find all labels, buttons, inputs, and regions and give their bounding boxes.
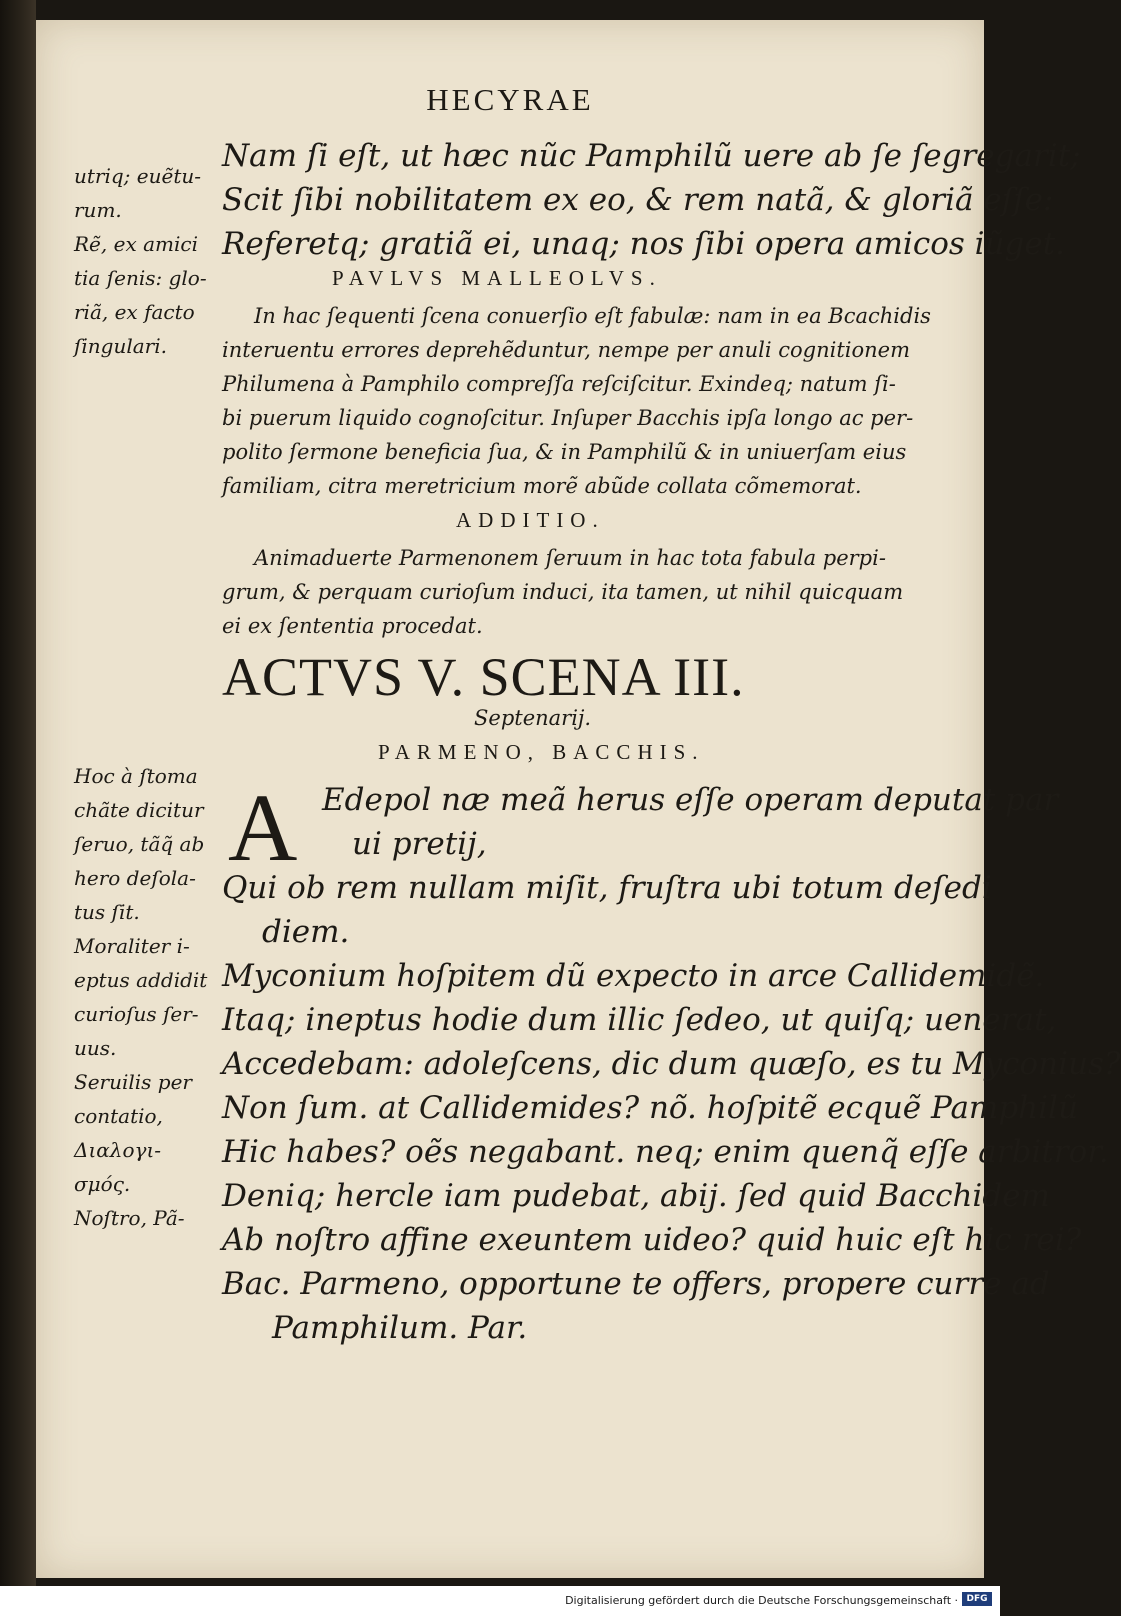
- section-heading-additio: ADDITIO.: [456, 508, 605, 532]
- verse-line: ui pretij,: [352, 826, 487, 862]
- verse-line: Ab noſtro affine exeuntem uideo? quid huic eſt hic rei?: [222, 1222, 1082, 1258]
- margin-note-line: rum.: [74, 198, 122, 222]
- margin-note-line: curioſus ſer-: [74, 1002, 199, 1026]
- margin-note-line: Διαλογι-: [74, 1138, 162, 1162]
- commentary-line: grum, & perquam curioſum induci, ita tamen, ut nihil quicquam: [222, 580, 904, 604]
- margin-note-line: Hoc à ſtoma: [74, 764, 198, 788]
- scene-title: ACTVS V. SCENA III.: [222, 647, 745, 707]
- verse-line: Accedebam: adoleſcens, dic dum quæſo, es tu Myconius?: [222, 1046, 1121, 1082]
- commentary-line: familiam, citra meretricium morẽ abũde collata cõmemorat.: [222, 474, 862, 498]
- section-heading-malleolus: PAVLVS MALLEOLVS.: [332, 266, 662, 290]
- margin-note-line: contatio,: [74, 1104, 163, 1128]
- verse-line: Deniq; hercle iam pudebat, abij. ſed quid Bacchidem: [222, 1178, 1050, 1214]
- commentary-line: ei ex ſententia procedat.: [222, 614, 483, 638]
- verse-line: Non ſum. at Callidemides? nõ. hoſpitẽ ecquẽ Pamphilũ: [222, 1090, 1078, 1126]
- footer-credit: Digitalisierung gefördert durch die Deutsche Forschungsgemeinschaft ·: [565, 1594, 958, 1607]
- commentary-line: Animaduerte Parmenonem ſeruum in hac tota fabula perpi-: [254, 546, 886, 570]
- drop-capital: A: [228, 774, 298, 881]
- margin-note-line: Seruilis per: [74, 1070, 192, 1094]
- margin-note-line: utriq; euẽtu-: [74, 164, 202, 188]
- margin-note-line: ſingulari.: [74, 334, 167, 358]
- verse-line: Edepol næ meã herus eſſe operam deputat par: [322, 782, 1059, 818]
- margin-note-line: Rẽ, ex amici: [74, 232, 198, 256]
- margin-note-line: chãte dicitur: [74, 798, 204, 822]
- book-page: [36, 20, 1121, 1578]
- verse-line: Scit ſibi nobilitatem ex eo, & rem natã, & gloriã eſſe:: [222, 182, 1054, 218]
- digitization-footer: [0, 1586, 1000, 1616]
- verse-line: Qui ob rem nullam miſit, fruſtra ubi totum deſedi: [222, 870, 992, 906]
- commentary-line: bi puerum liquido cognoſcitur. Inſuper Bacchis ipſa longo ac per-: [222, 406, 914, 430]
- commentary-line: interuentu errores deprehẽduntur, nempe per anuli cognitionem: [222, 338, 911, 362]
- margin-note-line: riã, ex facto: [74, 300, 195, 324]
- scene-meter: Septenarij.: [474, 706, 592, 730]
- verse-line: Bac. Parmeno, opportune te offers, propere curre ad: [222, 1266, 1050, 1302]
- margin-note-line: Moraliter i-: [74, 934, 190, 958]
- margin-note-line: tia ſenis: glo-: [74, 266, 207, 290]
- commentary-line: polito ſermone beneficia ſua, & in Pamphilũ & in uniuerſam eius: [222, 440, 907, 464]
- margin-note-line: Noſtro, Pã-: [74, 1206, 185, 1230]
- scene-characters: PARMENO, BACCHIS.: [378, 740, 705, 764]
- margin-note-line: tus ſit.: [74, 900, 140, 924]
- verse-line: Nam ſi eſt, ut hæc nũc Pamphilũ uere ab ſe ſegregarit;: [222, 138, 1081, 174]
- commentary-line: Philumena à Pamphilo compreſſa reſciſcitur. Exindeq; natum ſi-: [222, 372, 896, 396]
- margin-note-line: eptus addidit: [74, 968, 208, 992]
- margin-note-line: hero deſola-: [74, 866, 196, 890]
- scan-edge: [0, 0, 36, 1586]
- verse-line: Pamphilum. Par.: [272, 1310, 528, 1346]
- verse-line: diem.: [262, 914, 350, 950]
- verse-line: Itaq; ineptus hodie dum illic ſedeo, ut quiſq; uenerat,: [222, 1002, 1057, 1038]
- running-title: HECYRAE: [426, 82, 594, 117]
- verse-line: Referetq; gratiã ei, unaq; nos ſibi opera amicos iũget.: [222, 226, 1066, 262]
- verse-line: Myconium hoſpitem dũ expecto in arce Callidemidẽ.: [222, 958, 1045, 994]
- verse-line: Hic habes? oẽs negabant. neq; enim quenq̃ eſſe arbitror.: [222, 1134, 1109, 1170]
- margin-note-line: ſeruo, tãq̃ ab: [74, 832, 205, 856]
- margin-note-line: uus.: [74, 1036, 117, 1060]
- dfg-logo-icon: DFG: [962, 1592, 992, 1606]
- commentary-line: In hac ſequenti ſcena conuerſio eſt fabulæ: nam in ea Bcachidis: [254, 304, 931, 328]
- margin-note-line: σμός.: [74, 1172, 131, 1196]
